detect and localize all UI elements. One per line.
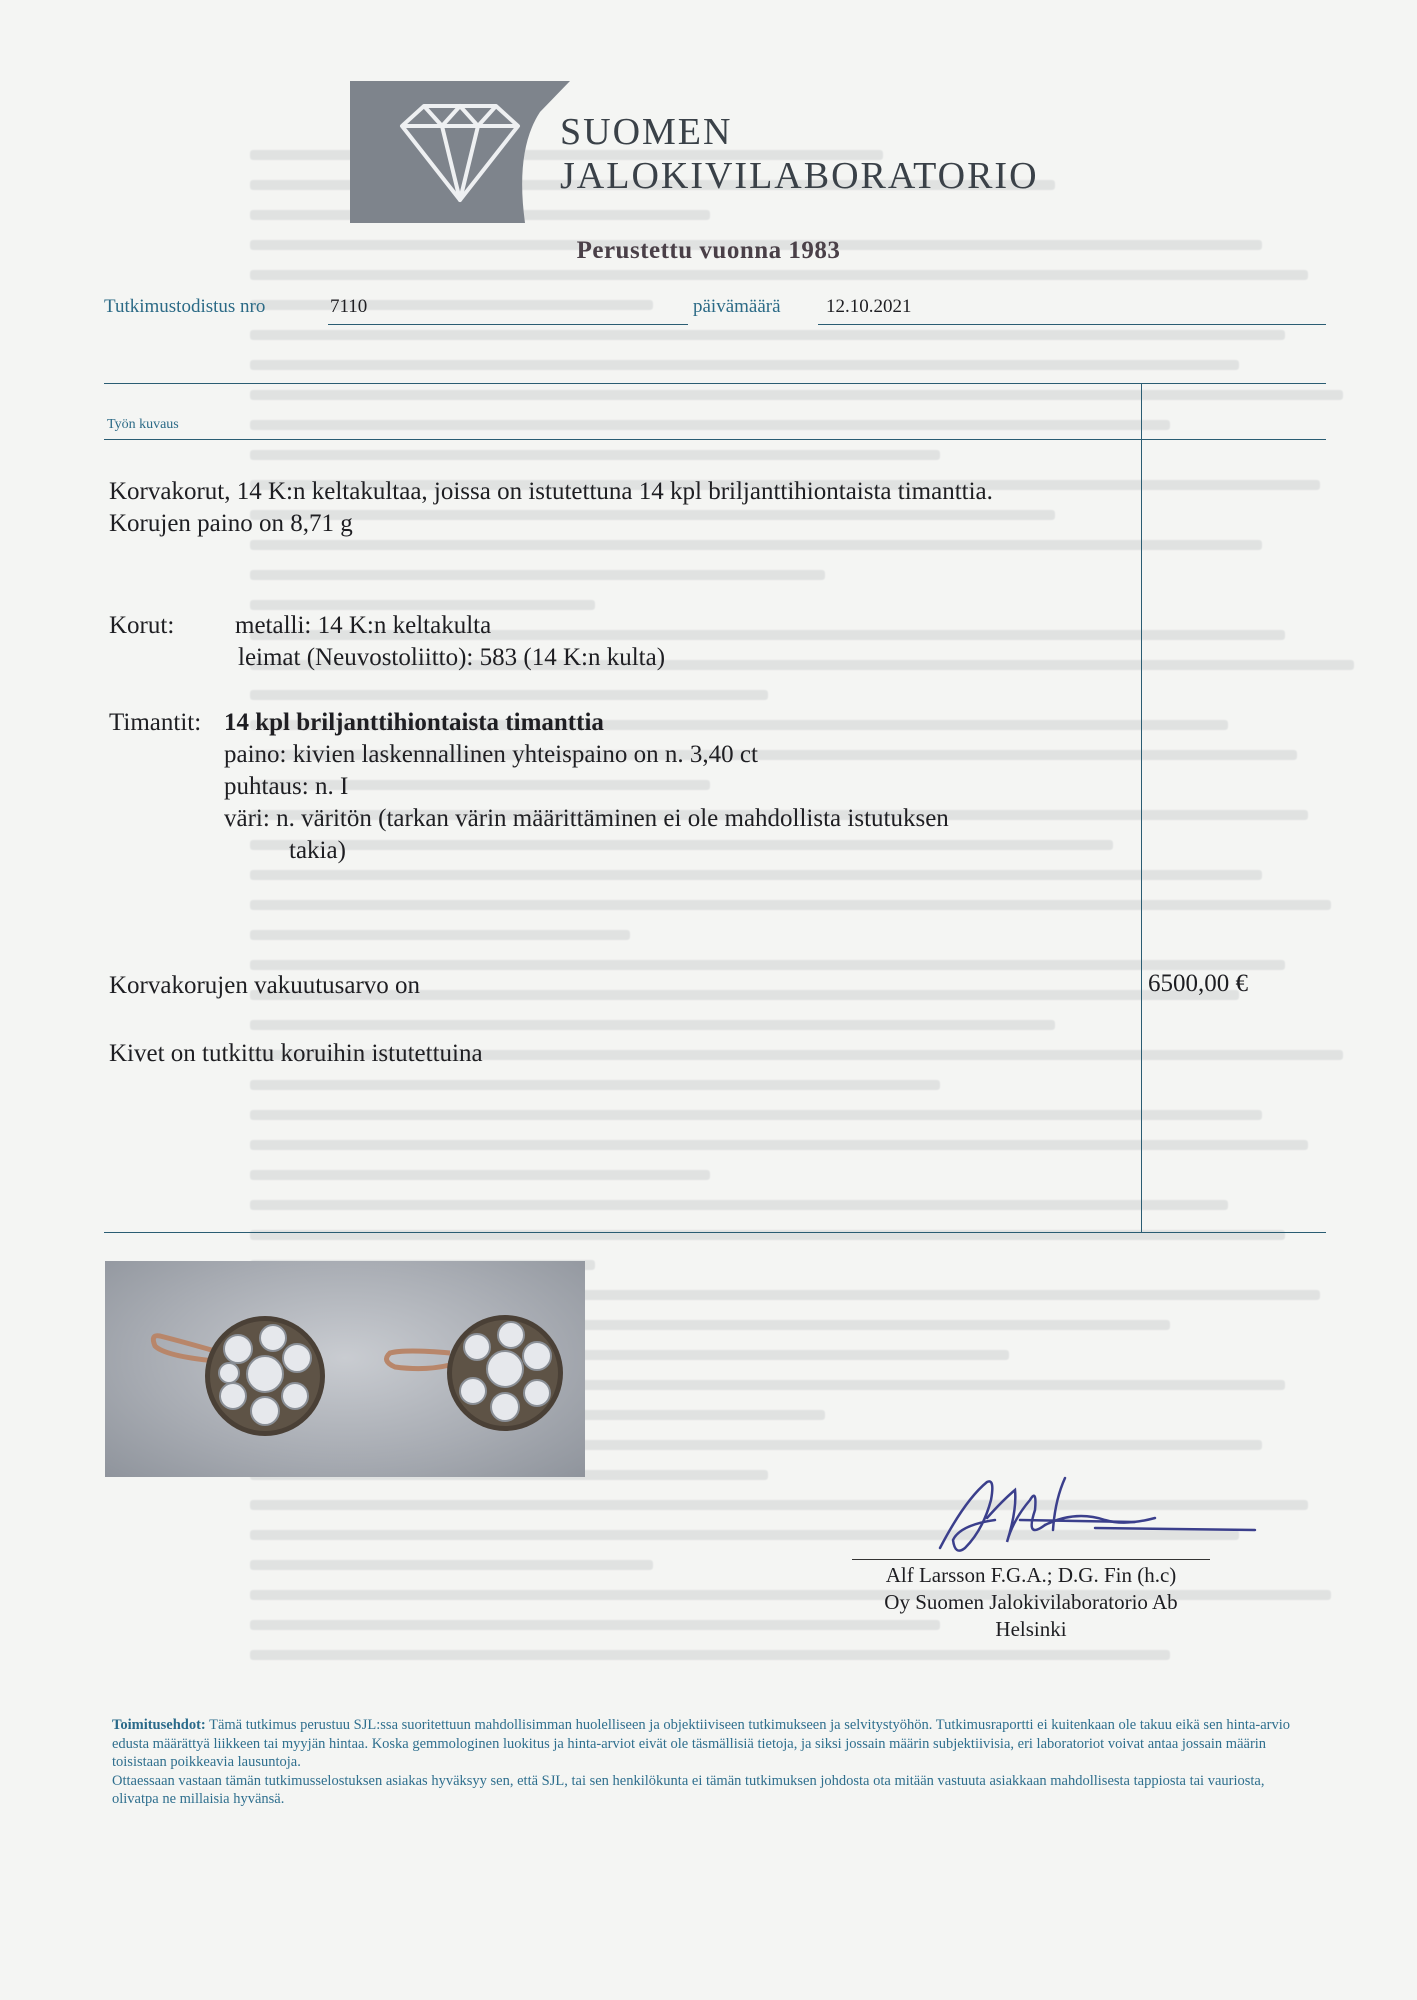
diamonds-clarity: puhtaus: n. I <box>224 773 349 800</box>
signature-icon <box>925 1470 1265 1570</box>
frame-bottom-rule <box>104 1232 1326 1233</box>
jewelry-marks: leimat (Neuvostoliitto): 583 (14 K:n kulta) <box>238 644 666 671</box>
terms-text-2: Ottaessaan vastaan tämän tutkimusselostuksen asiakas hyväksyy sen, että SJL, tai sen henkilökunta ei tämän tutkimuksen johdosta ota mitään vastuuta asiakkaan mahdollisesta tappiosta tai vauriosta, olivatpa ne millaisia hyvänsä. <box>112 1772 1265 1807</box>
terms-text-1: Tämä tutkimus perustuu SJL:ssa suoritettuun mahdollisimman huolelliseen ja objektiiviseen tutkimukseen ja selvitystyöhön. Tutkimusraportti ei kuitenkaan ole takuu eikä sen hinta-arvio edusta määrättyä liikkeen tai myyjän hintaa. Koska gemmologinen luokitus ja hinta-arviot eivät ole täsmällisiä tietoja, ja siksi jossain määrin subjektiivisia, eri laboratoriot voivat antaa jossain määrin toisistaan poikkeavia lausuntoja. <box>112 1717 1291 1770</box>
frame-column-divider <box>1141 383 1142 1232</box>
diamonds-color: väri: n. väritön (tarkan värin määrittäminen ei ole mahdollista istutuksen <box>224 805 949 832</box>
lab-name-line1: SUOMEN <box>560 111 733 153</box>
diamonds-details <box>224 707 949 867</box>
jewelry-details <box>235 610 665 674</box>
work-description-line2: Korujen paino on 8,71 g <box>109 510 353 537</box>
certificate-number-underline <box>328 324 688 325</box>
earrings-photo <box>105 1261 585 1477</box>
frame-top-rule <box>104 383 1326 384</box>
signatory-company: Oy Suomen Jalokivilaboratorio Ab <box>884 1590 1178 1614</box>
date-underline <box>818 324 1326 325</box>
signatory-name: Alf Larsson F.G.A.; D.G. Fin (h.c) <box>885 1563 1177 1587</box>
signature-rule <box>852 1559 1210 1560</box>
founded-line: Perustettu vuonna 1983 <box>576 237 841 264</box>
jewelry-metal: metalli: 14 K:n keltakulta <box>235 612 492 639</box>
certificate-number: 7110 <box>330 296 368 317</box>
diamond-logo-icon <box>350 78 570 223</box>
jewelry-label: Korut: <box>109 612 175 639</box>
diamonds-label: Timantit: <box>109 709 202 736</box>
lab-logo <box>350 78 570 228</box>
work-section-label: Työn kuvaus <box>107 417 179 432</box>
work-description-line1: Korvakorut, 14 K:n keltakultaa, joissa on istutettuna 14 kpl briljanttihiontaista timanttia. <box>109 478 993 505</box>
terms-disclaimer <box>112 1716 1302 1809</box>
valuation-amount: 6500,00 € <box>1148 970 1248 997</box>
lab-name-line2: JALOKIVILABORATORIO <box>560 155 1039 197</box>
earrings-image-icon <box>105 1261 585 1477</box>
signatory-city: Helsinki <box>995 1617 1067 1641</box>
diamonds-weight: paino: kivien laskennallinen yhteispaino on n. 3,40 ct <box>224 741 758 768</box>
diamonds-summary: 14 kpl briljanttihiontaista timanttia <box>224 709 604 736</box>
certificate-date: 12.10.2021 <box>826 296 912 317</box>
lab-name <box>560 110 1039 198</box>
signatory-block <box>852 1562 1210 1643</box>
work-description <box>109 476 1139 540</box>
valuation-label: Korvakorujen vakuutusarvo on <box>109 972 421 999</box>
frame-header-rule <box>104 439 1326 440</box>
certificate-number-label: Tutkimustodistus nro <box>104 296 266 317</box>
date-label: päivämäärä <box>693 296 781 317</box>
terms-title: Toimitusehdot: <box>112 1717 206 1733</box>
diamonds-color-cont: takia) <box>289 837 346 864</box>
stones-note: Kivet on tutkittu koruihin istutettuina <box>109 1040 483 1067</box>
